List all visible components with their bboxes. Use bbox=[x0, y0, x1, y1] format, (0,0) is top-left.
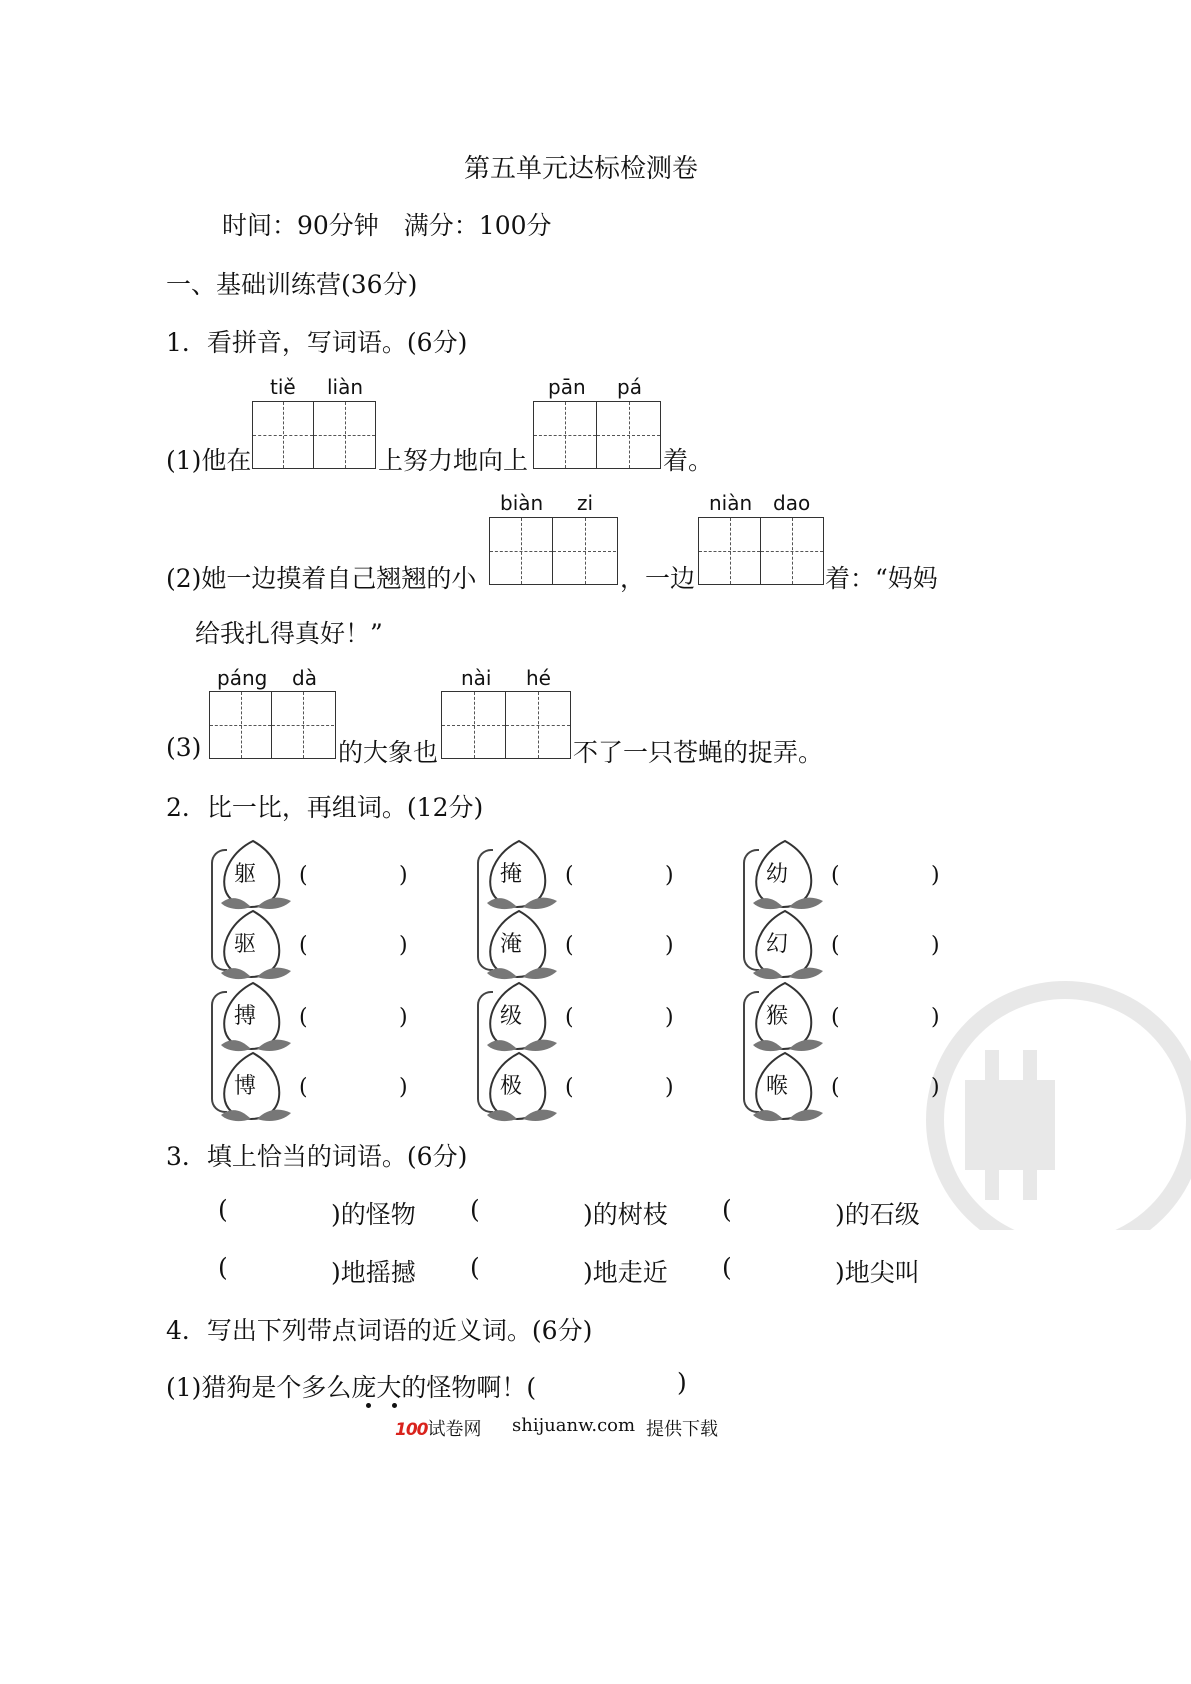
pinyin: dà bbox=[292, 666, 317, 690]
answer-open-paren[interactable]: ( bbox=[565, 933, 574, 958]
answer-close-paren[interactable]: ) bbox=[931, 1075, 940, 1100]
compare-character: 躯 bbox=[233, 862, 256, 887]
answer-close-paren[interactable]: ) bbox=[399, 933, 408, 958]
compare-character: 极 bbox=[499, 1074, 522, 1099]
compare-character: 喉 bbox=[765, 1074, 788, 1099]
answer-open-paren[interactable]: ( bbox=[565, 1005, 574, 1030]
writing-grid[interactable] bbox=[252, 401, 376, 469]
compare-character: 博 bbox=[233, 1074, 256, 1099]
compare-character: 淹 bbox=[499, 932, 522, 957]
answer-open-paren[interactable]: ( bbox=[722, 1195, 732, 1224]
answer-close-paren[interactable]: ) bbox=[677, 1368, 687, 1397]
answer-open-paren[interactable]: ( bbox=[831, 1005, 840, 1030]
answer-open-paren[interactable]: ( bbox=[299, 1075, 308, 1100]
pinyin: hé bbox=[526, 666, 551, 690]
answer-close-paren[interactable]: ) bbox=[931, 863, 940, 888]
sentence-text: (1)他在 bbox=[166, 446, 252, 475]
fill-word-item: )地尖叫 bbox=[835, 1258, 920, 1287]
answer-open-paren[interactable]: ( bbox=[218, 1253, 228, 1282]
answer-close-paren[interactable]: ) bbox=[399, 1075, 408, 1100]
footer-site-name: 试卷网 bbox=[427, 1419, 482, 1440]
answer-close-paren[interactable]: ) bbox=[931, 933, 940, 958]
question-4-heading: 4．写出下列带点词语的近义词。(6分) bbox=[166, 1316, 593, 1345]
peach-character bbox=[217, 979, 283, 1051]
peach-character bbox=[749, 1049, 815, 1121]
sentence-text: 的大象也 bbox=[338, 738, 439, 767]
sentence-text: 上努力地向上 bbox=[378, 446, 529, 475]
peach-character bbox=[483, 979, 549, 1051]
writing-grid[interactable] bbox=[533, 401, 661, 469]
sentence-text: (2)她一边摸着自己翘翘的小 bbox=[166, 564, 477, 593]
answer-close-paren[interactable]: ) bbox=[399, 863, 408, 888]
answer-open-paren[interactable]: ( bbox=[831, 1075, 840, 1100]
answer-open-paren[interactable]: ( bbox=[565, 1075, 574, 1100]
question-1-heading: 1．看拼音，写词语。(6分) bbox=[166, 328, 468, 357]
emphasis-dot bbox=[392, 1403, 397, 1408]
answer-close-paren[interactable]: ) bbox=[399, 1005, 408, 1030]
peach-character bbox=[483, 1049, 549, 1121]
watermark-emblem bbox=[905, 970, 1191, 1230]
peach-character bbox=[217, 837, 283, 909]
footer-url[interactable]: shijuanw.com bbox=[512, 1415, 636, 1436]
pinyin: niàn bbox=[709, 491, 753, 515]
sentence-text: 不了一只苍蝇的捉弄。 bbox=[573, 738, 824, 767]
writing-grid[interactable] bbox=[441, 691, 571, 759]
footer-note: 提供下载 bbox=[646, 1419, 718, 1440]
answer-open-paren[interactable]: ( bbox=[831, 863, 840, 888]
fill-word-item: )的树枝 bbox=[583, 1200, 668, 1229]
section-heading: 一、基础训练营(36分) bbox=[166, 270, 418, 299]
answer-open-paren[interactable]: ( bbox=[299, 1005, 308, 1030]
writing-grid[interactable] bbox=[209, 691, 336, 759]
compare-character: 幼 bbox=[765, 862, 788, 887]
answer-open-paren[interactable]: ( bbox=[470, 1195, 480, 1224]
pinyin: pān bbox=[548, 375, 586, 399]
exam-meta: 时间：90分钟 满分：100分 bbox=[222, 211, 552, 240]
compare-character: 猴 bbox=[765, 1004, 788, 1029]
peach-character bbox=[749, 907, 815, 979]
compare-character: 级 bbox=[499, 1004, 522, 1029]
site-logo: 100 bbox=[395, 1420, 428, 1440]
peach-character bbox=[217, 1049, 283, 1121]
pinyin: zi bbox=[577, 491, 594, 515]
compare-character: 搏 bbox=[233, 1004, 256, 1029]
fill-word-item: )地走近 bbox=[583, 1258, 668, 1287]
compare-character: 掩 bbox=[499, 862, 522, 887]
footer bbox=[395, 1415, 482, 1441]
answer-open-paren[interactable]: ( bbox=[299, 863, 308, 888]
compare-character: 幻 bbox=[765, 932, 788, 957]
pinyin: páng bbox=[217, 666, 268, 690]
page-title: 第五单元达标检测卷 bbox=[464, 154, 699, 184]
answer-open-paren[interactable]: ( bbox=[831, 933, 840, 958]
fill-word-item: )的怪物 bbox=[331, 1200, 416, 1229]
fill-word-item: )的石级 bbox=[835, 1200, 920, 1229]
fill-word-item: )地摇撼 bbox=[331, 1258, 416, 1287]
compare-character: 驱 bbox=[233, 932, 256, 957]
peach-character bbox=[749, 979, 815, 1051]
sentence-text: 给我扎得真好！” bbox=[195, 619, 383, 648]
answer-close-paren[interactable]: ) bbox=[665, 1005, 674, 1030]
answer-close-paren[interactable]: ) bbox=[931, 1005, 940, 1030]
question-2-heading: 2．比一比，再组词。(12分) bbox=[166, 793, 484, 822]
emphasis-dot bbox=[366, 1403, 371, 1408]
pinyin: biàn bbox=[500, 491, 544, 515]
pinyin: pá bbox=[617, 375, 642, 399]
writing-grid[interactable] bbox=[698, 517, 824, 585]
answer-open-paren[interactable]: ( bbox=[299, 933, 308, 958]
pinyin: dao bbox=[773, 491, 811, 515]
sentence-text: ，一边 bbox=[620, 564, 696, 593]
peach-character bbox=[217, 907, 283, 979]
sentence-text: 着。 bbox=[663, 446, 714, 475]
answer-close-paren[interactable]: ) bbox=[665, 863, 674, 888]
sentence-text: (3) bbox=[166, 733, 202, 762]
answer-close-paren[interactable]: ) bbox=[665, 1075, 674, 1100]
answer-open-paren[interactable]: ( bbox=[722, 1253, 732, 1282]
peach-character bbox=[483, 907, 549, 979]
peach-character bbox=[749, 837, 815, 909]
answer-open-paren[interactable]: ( bbox=[565, 863, 574, 888]
answer-open-paren[interactable]: ( bbox=[218, 1195, 228, 1224]
writing-grid[interactable] bbox=[489, 517, 618, 585]
question-3-heading: 3．填上恰当的词语。(6分) bbox=[166, 1142, 468, 1171]
pinyin: nài bbox=[461, 666, 492, 690]
answer-close-paren[interactable]: ) bbox=[665, 933, 674, 958]
peach-character bbox=[483, 837, 549, 909]
synonym-item: (1)猎狗是个多么庞大的怪物啊！( bbox=[166, 1373, 537, 1402]
sentence-text: 着：“妈妈 bbox=[825, 564, 938, 593]
answer-open-paren[interactable]: ( bbox=[470, 1253, 480, 1282]
pinyin: liàn bbox=[327, 375, 364, 399]
pinyin: tiě bbox=[270, 375, 296, 399]
